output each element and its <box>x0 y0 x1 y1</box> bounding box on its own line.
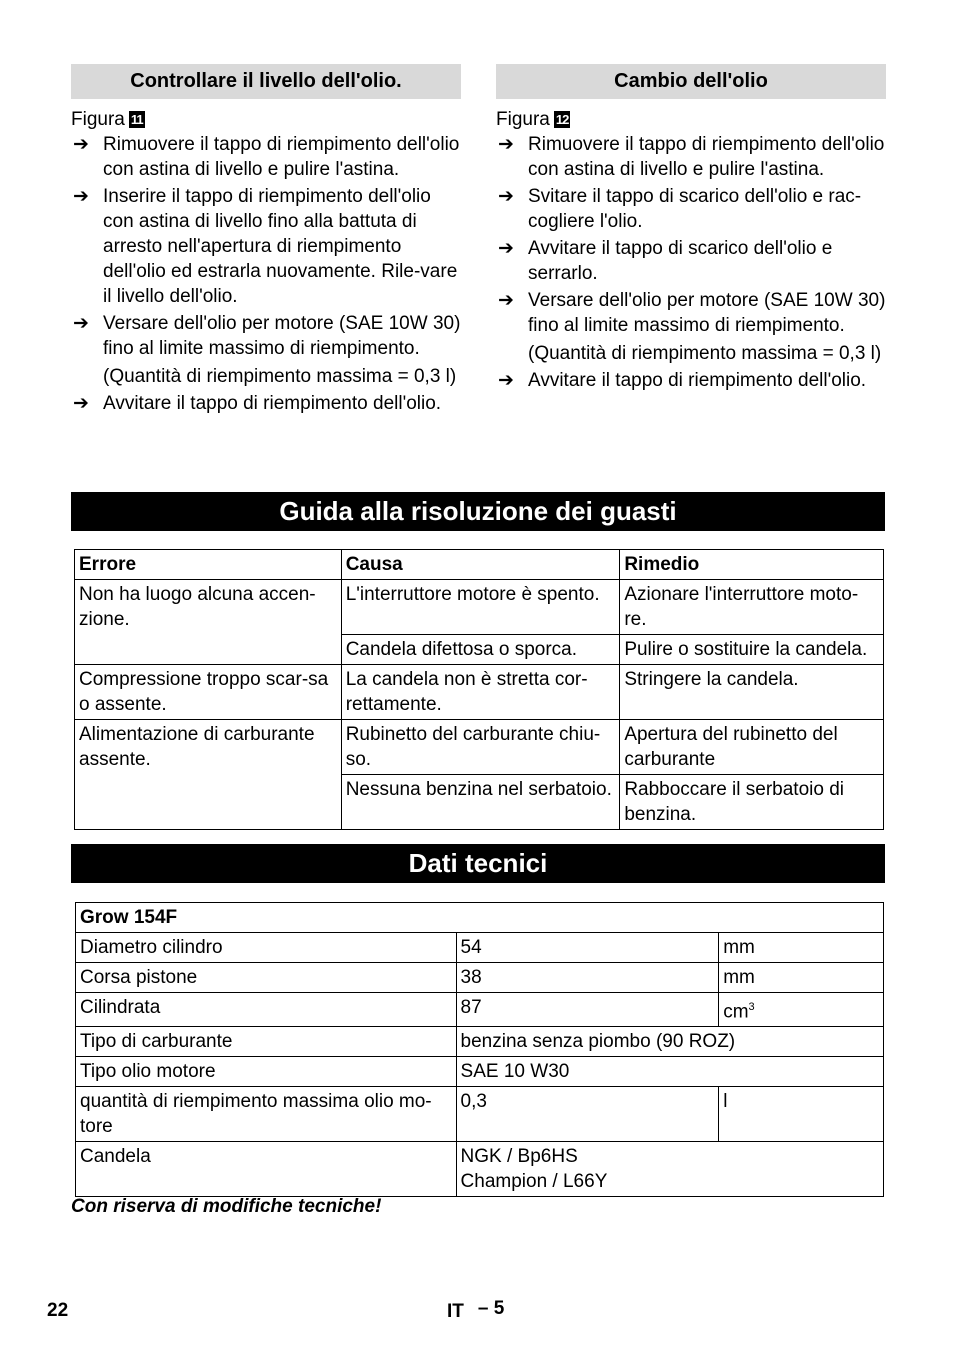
arrow-right-icon: ➔ <box>498 290 514 311</box>
step-item: ➔ Avvitare il tappo di riempimento dell'olio. <box>498 370 867 391</box>
tech-data-table <box>75 902 884 1197</box>
figure-number-badge: 12 <box>555 112 569 127</box>
column-header-cause: Causa <box>341 550 620 580</box>
troubleshooting-heading: Guida alla risoluzione dei guasti <box>71 492 885 531</box>
table-row <box>76 1142 884 1197</box>
spec-unit: $cm^3$ <box>719 993 884 1027</box>
step-item: ➔ Versare dell'olio per motore (SAE 10W 30) fino al limite massimo di riempimento. (Quantità di riempimento massima = 0,3 l) <box>73 313 461 387</box>
remedy-cell: Stringere la candela. <box>620 665 884 720</box>
table-row <box>76 1027 884 1057</box>
table-row <box>76 1057 884 1087</box>
oil-level-section <box>71 64 461 418</box>
cause-cell: Rubinetto del carburante chiu-so. <box>341 720 620 775</box>
oil-change-section <box>496 64 886 395</box>
spec-unit: mm <box>719 963 884 993</box>
spec-label: Tipo di carburante <box>76 1027 457 1057</box>
step-item: ➔ Svitare il tappo di scarico dell'olio e rac-cogliere l'olio. <box>498 186 862 232</box>
spec-label: Candela <box>76 1142 457 1197</box>
table-row <box>76 963 884 993</box>
step-item: ➔ Avvitare il tappo di riempimento dell'olio. <box>73 393 442 414</box>
remedy-cell: Azionare l'interruttore moto-re. <box>620 580 884 635</box>
arrow-right-icon: ➔ <box>73 313 89 334</box>
spec-label: quantità di riempimento massima olio mo-tore <box>76 1087 457 1142</box>
troubleshooting-table <box>74 549 884 830</box>
spec-unit: l <box>719 1087 884 1142</box>
remedy-cell: Rabboccare il serbatoio di benzina. <box>620 775 884 830</box>
table-row <box>76 993 884 1027</box>
table-row <box>75 580 884 635</box>
spec-label: Cilindrata <box>76 993 457 1027</box>
cause-cell: L'interruttore motore è spento. <box>341 580 620 635</box>
page-footer-center <box>447 1298 504 1320</box>
figure-reference: Figura 11 <box>71 109 143 130</box>
spec-label: Corsa pistone <box>76 963 457 993</box>
spec-value: benzina senza piombo (90 ROZ) <box>456 1027 883 1057</box>
page-number: 22 <box>47 1300 69 1321</box>
spec-label: Tipo olio motore <box>76 1057 457 1087</box>
step-item: ➔ Rimuovere il tappo di riempimento dell'olio con astina di livello e pulire l'astina. <box>498 134 885 180</box>
arrow-right-icon: ➔ <box>73 186 89 207</box>
step-note: (Quantità di riempimento massima = 0,3 l) <box>528 343 882 364</box>
step-list <box>496 132 886 393</box>
remedy-cell: Apertura del rubinetto del carburante <box>620 720 884 775</box>
spec-value: 87 <box>456 993 719 1027</box>
column-header-remedy: Rimedio <box>620 550 884 580</box>
table-row <box>76 933 884 963</box>
figure-reference: Figura 12 <box>496 109 569 130</box>
cause-cell: Candela difettosa o sporca. <box>341 635 620 665</box>
section-title: Controllare il livello dell'olio. <box>71 64 461 99</box>
error-cell: Compressione troppo scar-sa o assente. <box>75 665 342 720</box>
table-header-row <box>75 550 884 580</box>
spec-value: 54 <box>456 933 719 963</box>
error-cell: Non ha luogo alcuna accen-zione. <box>75 580 342 665</box>
arrow-right-icon: ➔ <box>73 134 89 155</box>
table-row <box>75 665 884 720</box>
figure-number-badge: 11 <box>130 112 143 127</box>
step-item: ➔ Versare dell'olio per motore (SAE 10W 30) fino al limite massimo di riempimento. (Quantità di riempimento massima = 0,3 l) <box>498 290 886 364</box>
step-item: ➔ Avvitare il tappo di scarico dell'olio e serrarlo. <box>498 238 833 284</box>
error-cell: Alimentazione di carburante assente. <box>75 720 342 830</box>
remedy-cell: Pulire o sostituire la candela. <box>620 635 884 665</box>
arrow-right-icon: ➔ <box>498 134 514 155</box>
step-item: ➔ Rimuovere il tappo di riempimento dell'olio con astina di livello e pulire l'astina. <box>73 134 460 180</box>
step-note: (Quantità di riempimento massima = 0,3 l) <box>103 366 457 387</box>
language-code: IT <box>447 1301 464 1322</box>
spec-value: SAE 10 W30 <box>456 1057 883 1087</box>
arrow-right-icon: ➔ <box>73 393 89 414</box>
table-row <box>75 720 884 775</box>
arrow-right-icon: ➔ <box>498 370 514 391</box>
table-row <box>76 1087 884 1142</box>
spec-unit: mm <box>719 933 884 963</box>
footnote: Con riserva di modifiche tecniche! <box>71 1196 382 1217</box>
cause-cell: Nessuna benzina nel serbatoio. <box>341 775 620 830</box>
step-item: ➔ Inserire il tappo di riempimento dell'olio con astina di livello fino alla battuta di arresto nell'apertura di riempimento dell'olio ed estrarla nuovamente. Rile-vare il livello dell'olio. <box>73 186 458 307</box>
spec-label: Diametro cilindro <box>76 933 457 963</box>
model-name: Grow 154F <box>76 903 884 933</box>
cause-cell: La candela non è stretta cor-rettamente. <box>341 665 620 720</box>
step-list <box>71 132 461 416</box>
spec-value: 38 <box>456 963 719 993</box>
arrow-right-icon: ➔ <box>498 186 514 207</box>
column-header-error: Errore <box>75 550 342 580</box>
sub-page-number: – 5 <box>477 1298 505 1319</box>
tech-data-heading: Dati tecnici <box>71 844 885 883</box>
table-header-row <box>76 903 884 933</box>
spec-value: 0,3 <box>456 1087 719 1142</box>
arrow-right-icon: ➔ <box>498 238 514 259</box>
spec-value: NGK / Bp6HS Champion / L66Y <box>456 1142 883 1197</box>
section-title: Cambio dell'olio <box>496 64 886 99</box>
